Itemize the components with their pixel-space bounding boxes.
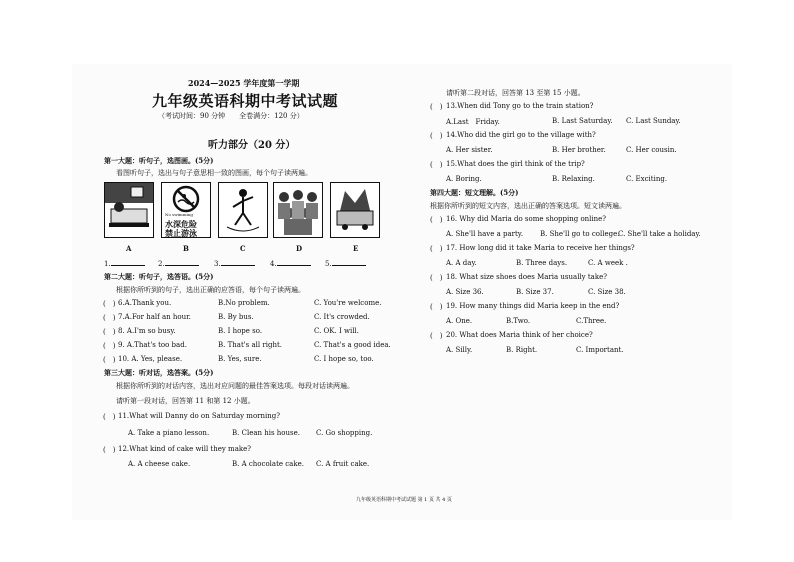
sleeping-person-icon (105, 183, 153, 237)
answer-blank-4[interactable] (270, 258, 311, 268)
question-15-option-c[interactable]: C. Exciting. (626, 175, 668, 183)
question-paren[interactable]: ( ) (430, 216, 443, 224)
question-9-option-b[interactable]: B. That's all right. (218, 341, 282, 349)
crowd-of-people-icon (274, 183, 322, 237)
question-11-option-c[interactable]: C. Go shopping. (316, 429, 373, 437)
question-8-option-b[interactable]: B. I hope so. (218, 327, 263, 335)
question-6-option-c[interactable]: C. You're welcome. (314, 299, 382, 307)
question-15-option-b[interactable]: B. Relaxing. (552, 175, 595, 183)
person-skipping-icon (219, 183, 267, 237)
question-13-option-a[interactable]: A.Last Friday. (446, 118, 500, 126)
question-15-text: 15.What does the girl think of the trip? (446, 160, 585, 168)
question-8-option-a[interactable]: 8. A.I'm so busy. (118, 327, 176, 335)
question-17-option-a[interactable]: A. A day. (446, 259, 477, 267)
part4-instruction: 根据你所听到的短文内容，选出正确的答案选项。短文读两遍。 (430, 202, 626, 210)
question-18-text: 18. What size shoes does Maria usually take? (446, 273, 607, 281)
question-6-option-a[interactable]: 6.A.Thank you. (118, 299, 172, 307)
question-9-option-a[interactable]: 9. A.That's too bad. (118, 341, 187, 349)
question-18-option-c[interactable]: C. Size 38. (588, 288, 626, 296)
question-16-text: 16. Why did Maria do some shopping online? (446, 215, 607, 223)
question-paren[interactable]: ( ) (103, 342, 116, 350)
question-12-option-c[interactable]: C. A fruit cake. (316, 460, 370, 468)
crowded-bus-icon (331, 183, 379, 237)
part2-heading: 第二大题：听句子，选答语。(5分) (104, 272, 214, 281)
question-paren[interactable]: ( ) (430, 274, 443, 282)
question-13-text: 13.When did Tony go to the train station? (446, 102, 594, 110)
answer-blank-5[interactable] (325, 258, 366, 268)
question-13-option-b[interactable]: B. Last Saturday. (552, 117, 613, 125)
question-14-option-a[interactable]: A. Her sister. (446, 146, 493, 154)
question-19-text: 19. How many things did Maria keep in the end? (446, 302, 620, 310)
blank-number: 2. (158, 260, 165, 268)
question-paren[interactable]: ( ) (430, 161, 443, 169)
question-12-option-a[interactable]: A. A cheese cake. (128, 460, 191, 468)
picture-label-d: D (296, 244, 303, 253)
question-18-option-a[interactable]: A. Size 36. (446, 288, 484, 296)
question-paren[interactable]: ( ) (103, 300, 116, 308)
part4-heading: 第四大题：短文理解。(5分) (430, 188, 519, 197)
part2-instruction: 根据你所听到的句子，选出正确的应答语，每个句子读两遍。 (116, 286, 305, 294)
question-16-option-c[interactable]: C. She'll take a holiday. (618, 230, 701, 238)
question-paren[interactable]: ( ) (103, 314, 116, 322)
question-11-option-b[interactable]: B. Clean his house. (232, 429, 300, 437)
blank-number: 4. (270, 260, 277, 268)
question-11-text: 11.What will Danny do on Saturday morning? (118, 412, 280, 420)
dialog-2-instruction: 请听第二段对话，回答第 13 至第 15 小题。 (446, 89, 585, 97)
question-14-text: 14.Who did the girl go to the village with? (446, 131, 596, 139)
sign-text-english: No swimming (165, 212, 193, 217)
question-17-option-b[interactable]: B. Three days. (516, 259, 568, 267)
part1-heading: 第一大题：听句子，选图画。(5分) (104, 156, 214, 165)
question-16-option-b[interactable]: B. She'll go to college. (540, 230, 620, 238)
picture-c (218, 182, 268, 238)
question-paren[interactable]: ( ) (103, 356, 116, 364)
question-13-option-c[interactable]: C. Last Sunday. (626, 117, 681, 125)
question-12-text: 12.What kind of cake will they make? (118, 445, 251, 453)
question-19-option-b[interactable]: B.Two. (506, 317, 531, 325)
part3-instruction: 根据你所听到的对话内容，选出对应问题的最佳答案选项。每段对话读两遍。 (116, 382, 354, 390)
question-10-option-a[interactable]: 10. A. Yes, please. (118, 355, 183, 363)
question-7-option-a[interactable]: 7.A.For half an hour. (118, 313, 191, 321)
school-year: 2024—2025 学年度第一学期 (188, 78, 300, 88)
picture-a (104, 182, 154, 238)
picture-d (273, 182, 323, 238)
question-12-option-b[interactable]: B. A chocolate cake. (232, 460, 304, 468)
listening-section-title: 听力部分（20 分） (208, 140, 296, 151)
question-16-option-a[interactable]: A. She'll have a party. (446, 230, 524, 238)
question-10-option-c[interactable]: C. I hope so, too. (314, 355, 374, 363)
question-8-option-c[interactable]: C. OK. I will. (314, 327, 359, 335)
question-paren[interactable]: ( ) (430, 303, 443, 311)
picture-label-e: E (353, 244, 359, 253)
question-11-option-a[interactable]: A. Take a piano lesson. (128, 429, 210, 437)
answer-blank-1[interactable] (104, 258, 145, 268)
question-paren[interactable]: ( ) (103, 446, 116, 454)
question-20-option-b[interactable]: B. Right. (506, 346, 538, 354)
question-17-option-c[interactable]: C. A week . (588, 259, 628, 267)
blank-number: 3. (214, 260, 221, 268)
picture-label-b: B (183, 244, 189, 253)
question-15-option-a[interactable]: A. Boring. (446, 175, 482, 183)
part1-instruction: 看图听句子，选出与句子意思相一致的图画，每个句子读两遍。 (116, 169, 312, 177)
question-17-text: 17. How long did it take Maria to receive her things? (446, 244, 635, 252)
question-14-option-c[interactable]: C. Her cousin. (626, 146, 677, 154)
question-7-option-c[interactable]: C. It's crowded. (314, 313, 370, 321)
question-20-option-c[interactable]: C. Important. (576, 346, 624, 354)
question-20-text: 20. What does Maria think of her choice? (446, 331, 593, 339)
answer-blank-2[interactable] (158, 258, 199, 268)
question-14-option-b[interactable]: B. Her brother. (552, 146, 606, 154)
page-footer: 九年级英语科期中考试试题 第 1 页 共 4 页 (356, 497, 452, 503)
question-18-option-b[interactable]: B. Size 37. (516, 288, 554, 296)
picture-label-c: C (240, 244, 246, 253)
question-paren[interactable]: ( ) (430, 132, 443, 140)
question-paren[interactable]: ( ) (103, 413, 116, 421)
blank-number: 5. (325, 260, 332, 268)
question-9-option-c[interactable]: C. That's a good idea. (314, 341, 391, 349)
question-20-option-a[interactable]: A. Silly. (446, 346, 473, 354)
exam-title: 九年级英语科期中考试试题 (152, 92, 339, 110)
question-paren[interactable]: ( ) (430, 332, 443, 340)
sign-text-line2: 禁止游泳 (165, 228, 197, 238)
picture-e (330, 182, 380, 238)
question-paren[interactable]: ( ) (103, 328, 116, 336)
question-10-option-b[interactable]: B. Yes, sure. (218, 355, 262, 363)
question-19-option-a[interactable]: A. One. (446, 317, 473, 325)
question-6-option-b[interactable]: B.No problem. (218, 299, 270, 307)
picture-label-a: A (126, 244, 132, 253)
question-7-option-b[interactable]: B. By bus. (218, 313, 254, 321)
answer-blank-3[interactable] (214, 258, 255, 268)
sign-text-line1: 水深危险 (165, 219, 197, 229)
part3-heading: 第三大题：听对话，选答案。(5分) (104, 368, 214, 377)
dialog-1-instruction: 请听第一段对话，回答第 11 和第 12 小题。 (116, 397, 255, 405)
question-19-option-c[interactable]: C.Three. (576, 317, 607, 325)
question-paren[interactable]: ( ) (430, 103, 443, 111)
question-paren[interactable]: ( ) (430, 245, 443, 253)
exam-meta: （考试时间：90 分钟 全卷满分：120 分） (158, 112, 304, 120)
blank-number: 1. (104, 260, 111, 268)
